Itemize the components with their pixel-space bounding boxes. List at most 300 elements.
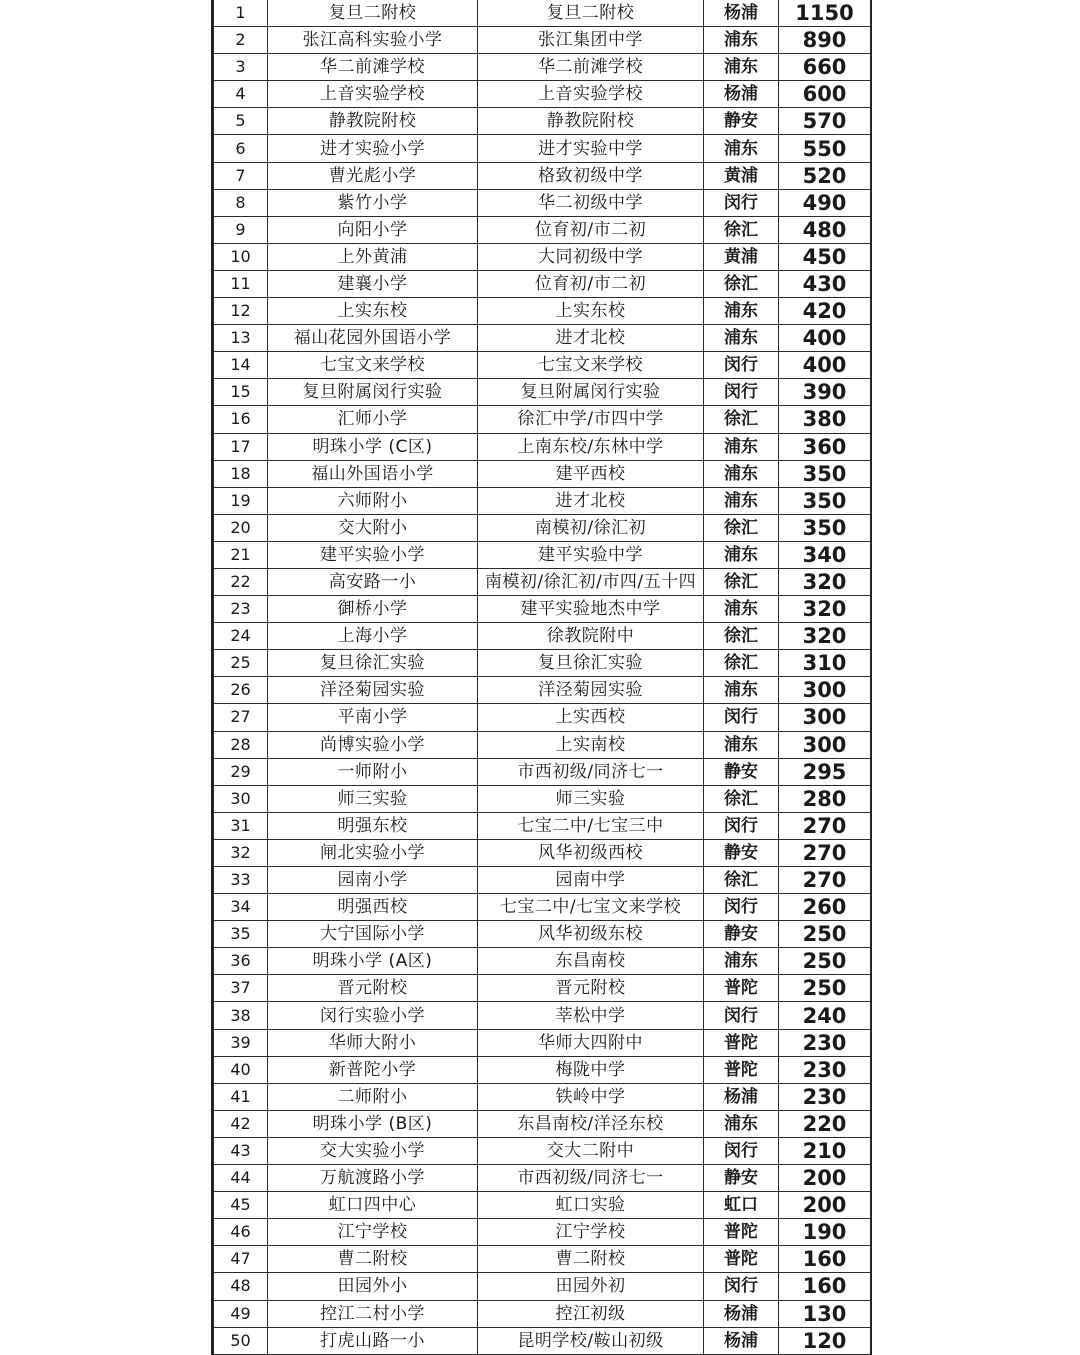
- score-cell: 190: [779, 1219, 871, 1246]
- rank-cell: 32: [214, 839, 268, 866]
- middle-school-cell: 华二前滩学校: [478, 54, 704, 81]
- middle-school-cell: 东昌南校: [478, 948, 704, 975]
- primary-school-cell: 七宝文来学校: [268, 352, 478, 379]
- primary-school-cell: 明珠小学 (B区): [268, 1110, 478, 1137]
- primary-school-cell: 张江高科实验小学: [268, 27, 478, 54]
- table-row: [214, 921, 871, 948]
- district-cell: 杨浦: [704, 1083, 779, 1110]
- table-row: [214, 1137, 871, 1164]
- score-cell: 550: [779, 135, 871, 162]
- table-row: [214, 243, 871, 270]
- table-row: [214, 270, 871, 297]
- district-cell: 徐汇: [704, 406, 779, 433]
- table-row: [214, 1300, 871, 1327]
- primary-school-cell: 打虎山路一小: [268, 1327, 478, 1354]
- primary-school-cell: 复旦二附校: [268, 0, 478, 27]
- rank-cell: 17: [214, 433, 268, 460]
- primary-school-cell: 汇师小学: [268, 406, 478, 433]
- rank-cell: 24: [214, 623, 268, 650]
- district-cell: 静安: [704, 921, 779, 948]
- primary-school-cell: 闵行实验小学: [268, 1002, 478, 1029]
- table-row: [214, 433, 871, 460]
- table-row: [214, 1002, 871, 1029]
- middle-school-cell: 上实西校: [478, 704, 704, 731]
- primary-school-cell: 万航渡路小学: [268, 1165, 478, 1192]
- district-cell: 浦东: [704, 541, 779, 568]
- rank-cell: 33: [214, 867, 268, 894]
- district-cell: 静安: [704, 1165, 779, 1192]
- score-cell: 480: [779, 216, 871, 243]
- table-row: [214, 839, 871, 866]
- middle-school-cell: 七宝二中/七宝三中: [478, 812, 704, 839]
- district-cell: 静安: [704, 108, 779, 135]
- table-row: [214, 460, 871, 487]
- district-cell: 杨浦: [704, 0, 779, 27]
- district-cell: 徐汇: [704, 568, 779, 595]
- middle-school-cell: 位育初/市二初: [478, 216, 704, 243]
- rank-cell: 4: [214, 81, 268, 108]
- primary-school-cell: 晋元附校: [268, 975, 478, 1002]
- middle-school-cell: 进才北校: [478, 487, 704, 514]
- district-cell: 黄浦: [704, 162, 779, 189]
- table-row: [214, 596, 871, 623]
- middle-school-cell: 曹二附校: [478, 1246, 704, 1273]
- score-cell: 520: [779, 162, 871, 189]
- score-cell: 130: [779, 1300, 871, 1327]
- table-row: [214, 1219, 871, 1246]
- primary-school-cell: 大宁国际小学: [268, 921, 478, 948]
- score-cell: 310: [779, 650, 871, 677]
- primary-school-cell: 紫竹小学: [268, 189, 478, 216]
- rank-cell: 1: [214, 0, 268, 27]
- middle-school-cell: 复旦附属闵行实验: [478, 379, 704, 406]
- middle-school-cell: 静教院附校: [478, 108, 704, 135]
- table-row: [214, 704, 871, 731]
- score-cell: 570: [779, 108, 871, 135]
- score-cell: 600: [779, 81, 871, 108]
- middle-school-cell: 建平实验中学: [478, 541, 704, 568]
- table-row: [214, 379, 871, 406]
- table-row: [214, 1110, 871, 1137]
- score-cell: 250: [779, 948, 871, 975]
- score-cell: 210: [779, 1137, 871, 1164]
- table-row: [214, 677, 871, 704]
- primary-school-cell: 曹二附校: [268, 1246, 478, 1273]
- score-cell: 350: [779, 460, 871, 487]
- primary-school-cell: 交大实验小学: [268, 1137, 478, 1164]
- primary-school-cell: 明珠小学 (A区): [268, 948, 478, 975]
- district-cell: 浦东: [704, 54, 779, 81]
- table-body: [214, 0, 871, 1354]
- district-cell: 普陀: [704, 1056, 779, 1083]
- primary-school-cell: 上实东校: [268, 298, 478, 325]
- district-cell: 浦东: [704, 596, 779, 623]
- rank-cell: 23: [214, 596, 268, 623]
- table-row: [214, 135, 871, 162]
- rank-cell: 9: [214, 216, 268, 243]
- score-cell: 270: [779, 839, 871, 866]
- table-row: [214, 514, 871, 541]
- score-cell: 220: [779, 1110, 871, 1137]
- table-row: [214, 1029, 871, 1056]
- table-row: [214, 650, 871, 677]
- district-cell: 浦东: [704, 433, 779, 460]
- rank-cell: 38: [214, 1002, 268, 1029]
- table-row: [214, 867, 871, 894]
- middle-school-cell: 晋元附校: [478, 975, 704, 1002]
- middle-school-cell: 上实东校: [478, 298, 704, 325]
- table-row: [214, 162, 871, 189]
- score-cell: 295: [779, 758, 871, 785]
- middle-school-cell: 昆明学校/鞍山初级: [478, 1327, 704, 1354]
- score-cell: 250: [779, 975, 871, 1002]
- district-cell: 静安: [704, 758, 779, 785]
- primary-school-cell: 六师附小: [268, 487, 478, 514]
- score-cell: 320: [779, 568, 871, 595]
- table-row: [214, 352, 871, 379]
- district-cell: 黄浦: [704, 243, 779, 270]
- primary-school-cell: 园南小学: [268, 867, 478, 894]
- score-cell: 300: [779, 704, 871, 731]
- middle-school-cell: 上南东校/东林中学: [478, 433, 704, 460]
- middle-school-cell: 东昌南校/洋泾东校: [478, 1110, 704, 1137]
- middle-school-cell: 徐汇中学/市四中学: [478, 406, 704, 433]
- score-cell: 230: [779, 1029, 871, 1056]
- score-cell: 490: [779, 189, 871, 216]
- middle-school-cell: 洋泾菊园实验: [478, 677, 704, 704]
- school-ranking-table: [213, 0, 871, 1355]
- score-cell: 380: [779, 406, 871, 433]
- primary-school-cell: 御桥小学: [268, 596, 478, 623]
- district-cell: 杨浦: [704, 1300, 779, 1327]
- middle-school-cell: 田园外初: [478, 1273, 704, 1300]
- rank-cell: 50: [214, 1327, 268, 1354]
- primary-school-cell: 华师大附小: [268, 1029, 478, 1056]
- score-cell: 280: [779, 785, 871, 812]
- middle-school-cell: 建平西校: [478, 460, 704, 487]
- table-row: [214, 948, 871, 975]
- rank-cell: 18: [214, 460, 268, 487]
- middle-school-cell: 梅陇中学: [478, 1056, 704, 1083]
- score-cell: 200: [779, 1165, 871, 1192]
- rank-cell: 42: [214, 1110, 268, 1137]
- primary-school-cell: 向阳小学: [268, 216, 478, 243]
- primary-school-cell: 新普陀小学: [268, 1056, 478, 1083]
- score-cell: 390: [779, 379, 871, 406]
- district-cell: 闵行: [704, 894, 779, 921]
- district-cell: 闵行: [704, 352, 779, 379]
- district-cell: 普陀: [704, 975, 779, 1002]
- rank-cell: 45: [214, 1192, 268, 1219]
- primary-school-cell: 明强东校: [268, 812, 478, 839]
- district-cell: 浦东: [704, 948, 779, 975]
- primary-school-cell: 师三实验: [268, 785, 478, 812]
- rank-cell: 48: [214, 1273, 268, 1300]
- table-row: [214, 406, 871, 433]
- table-row: [214, 785, 871, 812]
- rank-cell: 16: [214, 406, 268, 433]
- rank-cell: 20: [214, 514, 268, 541]
- score-cell: 200: [779, 1192, 871, 1219]
- rank-cell: 26: [214, 677, 268, 704]
- rank-cell: 11: [214, 270, 268, 297]
- rank-cell: 2: [214, 27, 268, 54]
- table-row: [214, 975, 871, 1002]
- district-cell: 徐汇: [704, 514, 779, 541]
- primary-school-cell: 洋泾菊园实验: [268, 677, 478, 704]
- district-cell: 闵行: [704, 812, 779, 839]
- district-cell: 虹口: [704, 1192, 779, 1219]
- middle-school-cell: 上实南校: [478, 731, 704, 758]
- table-row: [214, 108, 871, 135]
- rank-cell: 3: [214, 54, 268, 81]
- district-cell: 闵行: [704, 1002, 779, 1029]
- table-row: [214, 1056, 871, 1083]
- district-cell: 浦东: [704, 731, 779, 758]
- district-cell: 徐汇: [704, 623, 779, 650]
- score-cell: 270: [779, 867, 871, 894]
- primary-school-cell: 复旦徐汇实验: [268, 650, 478, 677]
- rank-cell: 37: [214, 975, 268, 1002]
- score-cell: 660: [779, 54, 871, 81]
- district-cell: 浦东: [704, 325, 779, 352]
- district-cell: 闵行: [704, 189, 779, 216]
- middle-school-cell: 华师大四附中: [478, 1029, 704, 1056]
- primary-school-cell: 福山花园外国语小学: [268, 325, 478, 352]
- district-cell: 徐汇: [704, 216, 779, 243]
- table-row: [214, 1083, 871, 1110]
- table-row: [214, 568, 871, 595]
- rank-cell: 12: [214, 298, 268, 325]
- district-cell: 闵行: [704, 1273, 779, 1300]
- score-cell: 270: [779, 812, 871, 839]
- district-cell: 浦东: [704, 677, 779, 704]
- district-cell: 普陀: [704, 1246, 779, 1273]
- score-cell: 250: [779, 921, 871, 948]
- rank-cell: 46: [214, 1219, 268, 1246]
- score-cell: 350: [779, 514, 871, 541]
- primary-school-cell: 虹口四中心: [268, 1192, 478, 1219]
- table-row: [214, 894, 871, 921]
- middle-school-cell: 风华初级西校: [478, 839, 704, 866]
- score-cell: 320: [779, 623, 871, 650]
- table-row: [214, 1327, 871, 1354]
- middle-school-cell: 南模初/徐汇初/市四/五十四: [478, 568, 704, 595]
- district-cell: 浦东: [704, 298, 779, 325]
- middle-school-cell: 市西初级/同济七一: [478, 758, 704, 785]
- score-cell: 430: [779, 270, 871, 297]
- middle-school-cell: 复旦徐汇实验: [478, 650, 704, 677]
- table-row: [214, 189, 871, 216]
- rank-cell: 22: [214, 568, 268, 595]
- table-row: [214, 487, 871, 514]
- score-cell: 160: [779, 1273, 871, 1300]
- primary-school-cell: 闸北实验小学: [268, 839, 478, 866]
- rank-cell: 44: [214, 1165, 268, 1192]
- rank-cell: 15: [214, 379, 268, 406]
- primary-school-cell: 进才实验小学: [268, 135, 478, 162]
- middle-school-cell: 大同初级中学: [478, 243, 704, 270]
- middle-school-cell: 进才北校: [478, 325, 704, 352]
- table-row: [214, 298, 871, 325]
- rank-cell: 30: [214, 785, 268, 812]
- middle-school-cell: 进才实验中学: [478, 135, 704, 162]
- table-row: [214, 623, 871, 650]
- middle-school-cell: 控江初级: [478, 1300, 704, 1327]
- middle-school-cell: 七宝二中/七宝文来学校: [478, 894, 704, 921]
- district-cell: 徐汇: [704, 785, 779, 812]
- rank-cell: 41: [214, 1083, 268, 1110]
- middle-school-cell: 市西初级/同济七一: [478, 1165, 704, 1192]
- table-row: [214, 541, 871, 568]
- middle-school-cell: 交大二附中: [478, 1137, 704, 1164]
- district-cell: 浦东: [704, 1110, 779, 1137]
- rank-cell: 40: [214, 1056, 268, 1083]
- rank-cell: 31: [214, 812, 268, 839]
- middle-school-cell: 风华初级东校: [478, 921, 704, 948]
- district-cell: 徐汇: [704, 650, 779, 677]
- district-cell: 浦东: [704, 135, 779, 162]
- rank-cell: 27: [214, 704, 268, 731]
- middle-school-cell: 七宝文来学校: [478, 352, 704, 379]
- rank-cell: 21: [214, 541, 268, 568]
- primary-school-cell: 复旦附属闵行实验: [268, 379, 478, 406]
- rank-cell: 5: [214, 108, 268, 135]
- middle-school-cell: 师三实验: [478, 785, 704, 812]
- district-cell: 闵行: [704, 379, 779, 406]
- rank-cell: 6: [214, 135, 268, 162]
- score-cell: 420: [779, 298, 871, 325]
- primary-school-cell: 曹光彪小学: [268, 162, 478, 189]
- district-cell: 浦东: [704, 487, 779, 514]
- rank-cell: 14: [214, 352, 268, 379]
- primary-school-cell: 上音实验学校: [268, 81, 478, 108]
- rank-cell: 47: [214, 1246, 268, 1273]
- middle-school-cell: 江宁学校: [478, 1219, 704, 1246]
- middle-school-cell: 南模初/徐汇初: [478, 514, 704, 541]
- score-cell: 400: [779, 325, 871, 352]
- table-row: [214, 812, 871, 839]
- primary-school-cell: 上外黄浦: [268, 243, 478, 270]
- primary-school-cell: 控江二村小学: [268, 1300, 478, 1327]
- district-cell: 闵行: [704, 1137, 779, 1164]
- ranking-table-sheet: [211, 0, 872, 1355]
- rank-cell: 49: [214, 1300, 268, 1327]
- district-cell: 闵行: [704, 704, 779, 731]
- middle-school-cell: 格致初级中学: [478, 162, 704, 189]
- primary-school-cell: 华二前滩学校: [268, 54, 478, 81]
- rank-cell: 7: [214, 162, 268, 189]
- district-cell: 普陀: [704, 1029, 779, 1056]
- middle-school-cell: 复旦二附校: [478, 0, 704, 27]
- score-cell: 120: [779, 1327, 871, 1354]
- rank-cell: 35: [214, 921, 268, 948]
- rank-cell: 29: [214, 758, 268, 785]
- district-cell: 徐汇: [704, 867, 779, 894]
- score-cell: 320: [779, 596, 871, 623]
- primary-school-cell: 江宁学校: [268, 1219, 478, 1246]
- table-row: [214, 1273, 871, 1300]
- score-cell: 300: [779, 677, 871, 704]
- primary-school-cell: 明珠小学 (C区): [268, 433, 478, 460]
- rank-cell: 34: [214, 894, 268, 921]
- primary-school-cell: 建襄小学: [268, 270, 478, 297]
- primary-school-cell: 平南小学: [268, 704, 478, 731]
- rank-cell: 25: [214, 650, 268, 677]
- middle-school-cell: 张江集团中学: [478, 27, 704, 54]
- district-cell: 静安: [704, 839, 779, 866]
- middle-school-cell: 虹口实验: [478, 1192, 704, 1219]
- middle-school-cell: 华二初级中学: [478, 189, 704, 216]
- primary-school-cell: 高安路一小: [268, 568, 478, 595]
- table-row: [214, 81, 871, 108]
- primary-school-cell: 明强西校: [268, 894, 478, 921]
- score-cell: 160: [779, 1246, 871, 1273]
- score-cell: 340: [779, 541, 871, 568]
- district-cell: 徐汇: [704, 270, 779, 297]
- score-cell: 400: [779, 352, 871, 379]
- score-cell: 350: [779, 487, 871, 514]
- table-row: [214, 1246, 871, 1273]
- middle-school-cell: 上音实验学校: [478, 81, 704, 108]
- score-cell: 1150: [779, 0, 871, 27]
- score-cell: 890: [779, 27, 871, 54]
- table-row: [214, 216, 871, 243]
- middle-school-cell: 莘松中学: [478, 1002, 704, 1029]
- primary-school-cell: 田园外小: [268, 1273, 478, 1300]
- rank-cell: 8: [214, 189, 268, 216]
- district-cell: 普陀: [704, 1219, 779, 1246]
- primary-school-cell: 一师附小: [268, 758, 478, 785]
- middle-school-cell: 园南中学: [478, 867, 704, 894]
- middle-school-cell: 位育初/市二初: [478, 270, 704, 297]
- primary-school-cell: 静教院附校: [268, 108, 478, 135]
- table-row: [214, 27, 871, 54]
- score-cell: 450: [779, 243, 871, 270]
- table-row: [214, 54, 871, 81]
- district-cell: 杨浦: [704, 81, 779, 108]
- district-cell: 浦东: [704, 27, 779, 54]
- table-row: [214, 1192, 871, 1219]
- primary-school-cell: 尚博实验小学: [268, 731, 478, 758]
- table-row: [214, 0, 871, 27]
- score-cell: 360: [779, 433, 871, 460]
- primary-school-cell: 福山外国语小学: [268, 460, 478, 487]
- primary-school-cell: 上海小学: [268, 623, 478, 650]
- score-cell: 240: [779, 1002, 871, 1029]
- district-cell: 杨浦: [704, 1327, 779, 1354]
- table-row: [214, 1165, 871, 1192]
- primary-school-cell: 建平实验小学: [268, 541, 478, 568]
- rank-cell: 39: [214, 1029, 268, 1056]
- rank-cell: 19: [214, 487, 268, 514]
- middle-school-cell: 建平实验地杰中学: [478, 596, 704, 623]
- score-cell: 260: [779, 894, 871, 921]
- rank-cell: 28: [214, 731, 268, 758]
- primary-school-cell: 二师附小: [268, 1083, 478, 1110]
- primary-school-cell: 交大附小: [268, 514, 478, 541]
- rank-cell: 36: [214, 948, 268, 975]
- rank-cell: 13: [214, 325, 268, 352]
- middle-school-cell: 徐教院附中: [478, 623, 704, 650]
- score-cell: 230: [779, 1056, 871, 1083]
- score-cell: 300: [779, 731, 871, 758]
- table-row: [214, 325, 871, 352]
- rank-cell: 43: [214, 1137, 268, 1164]
- middle-school-cell: 铁岭中学: [478, 1083, 704, 1110]
- table-row: [214, 731, 871, 758]
- rank-cell: 10: [214, 243, 268, 270]
